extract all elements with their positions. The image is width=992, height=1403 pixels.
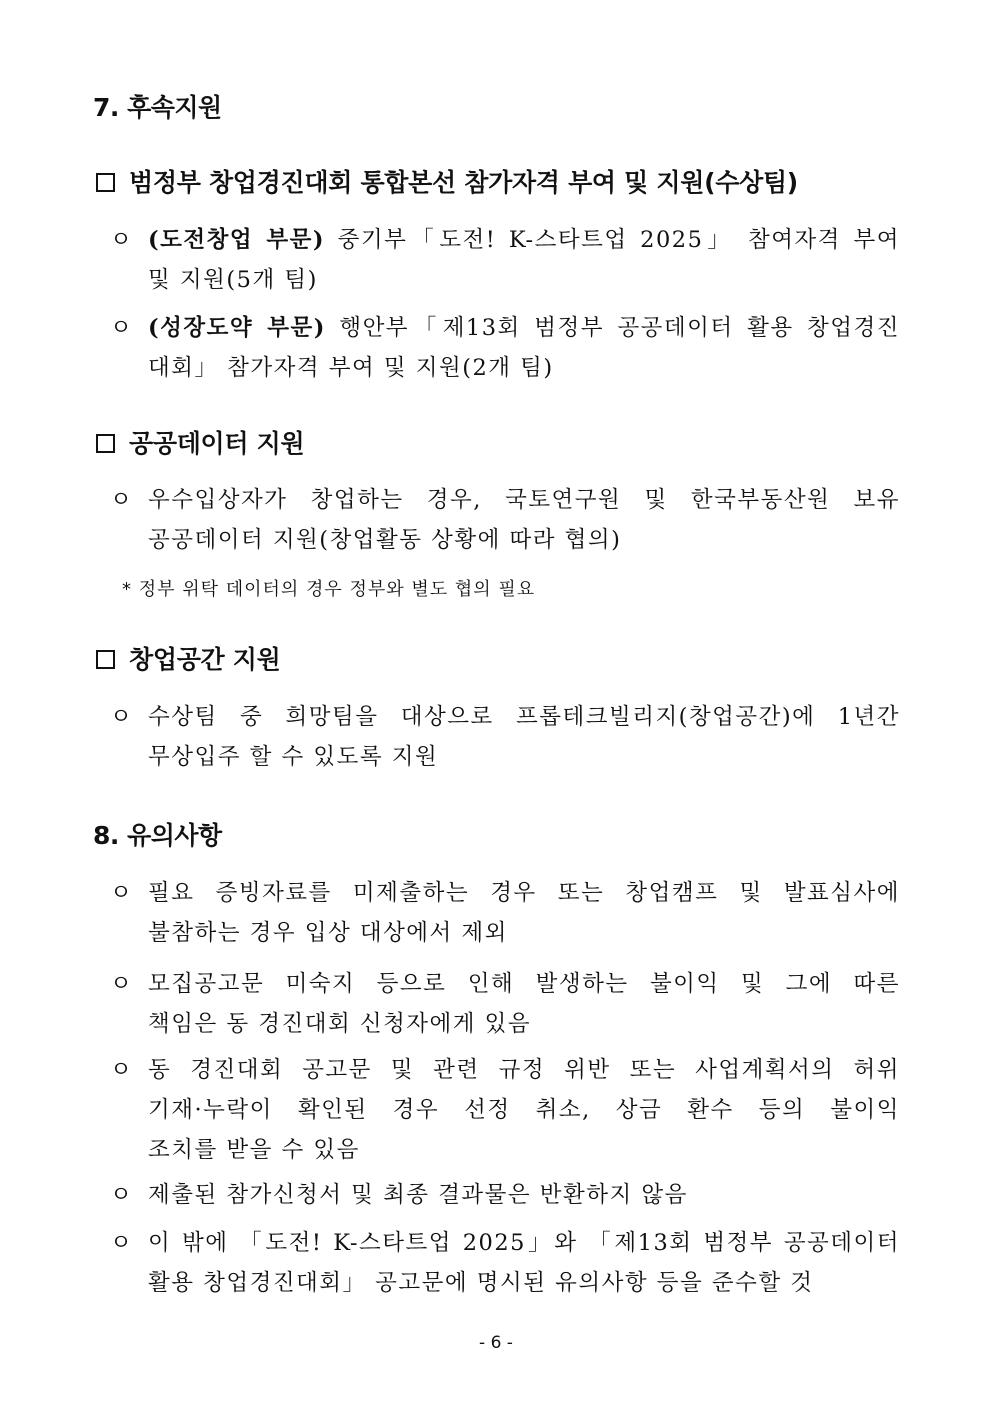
bullet-icon: ㅇ xyxy=(110,1230,134,1256)
list-item: ㅇ (성장도약 부문) 행안부「제13회 범정부 공공데이터 활용 창업경진 대회」 참가자격 부여 및 지원(2개 팀) xyxy=(110,308,900,388)
checkbox-square-icon xyxy=(96,173,115,192)
subsection-heading-public-data: 공공데이터 지원 xyxy=(96,424,304,460)
bullet-icon: ㅇ xyxy=(110,487,134,513)
list-item: ㅇ 동 경진대회 공고문 및 관련 규정 위반 또는 사업계획서의 허위 기재·누락이 확인된 경우 선정 취소, 상금 환수 등의 불이익 조치를 받을 수 있음 xyxy=(110,1050,900,1170)
subsection-heading-startup-space: 창업공간 지원 xyxy=(96,640,281,676)
list-item: ㅇ 제출된 참가신청서 및 최종 결과물은 반환하지 않음 xyxy=(110,1175,900,1215)
bullet-icon: ㅇ xyxy=(110,880,134,906)
bullet-icon: ㅇ xyxy=(110,227,134,253)
bullet-icon: ㅇ xyxy=(110,971,134,997)
list-item: ㅇ 모집공고문 미숙지 등으로 인해 발생하는 불이익 및 그에 따른 책임은 동 경진대회 신청자에게 있음 xyxy=(110,964,900,1044)
checkbox-square-icon xyxy=(96,434,115,453)
page-number: - 6 - xyxy=(479,1333,513,1353)
footnote: * 정부 위탁 데이터의 경우 정부와 별도 협의 필요 xyxy=(122,579,536,600)
section-7-heading: 7. 후속지원 xyxy=(93,93,222,122)
list-item: ㅇ (도전창업 부문) 중기부「도전! K-스타트업 2025」 참여자격 부여 및 지원(5개 팀) xyxy=(110,220,900,300)
bullet-icon: ㅇ xyxy=(110,1057,134,1083)
bullet-icon: ㅇ xyxy=(110,315,134,341)
list-item: ㅇ 우수입상자가 창업하는 경우, 국토연구원 및 한국부동산원 보유 공공데이터 지원(창업활동 상황에 따라 협의) xyxy=(110,480,900,560)
checkbox-square-icon xyxy=(96,650,115,669)
section-8-heading: 8. 유의사항 xyxy=(93,821,222,850)
list-item: ㅇ 이 밖에 「도전! K-스타트업 2025」와 「제13회 범정부 공공데이터 활용 창업경진대회」 공고문에 명시된 유의사항 등을 준수할 것 xyxy=(110,1223,900,1303)
bullet-icon: ㅇ xyxy=(110,1182,134,1208)
subsection-heading-award-support: 범정부 창업경진대회 통합본선 참가자격 부여 및 지원(수상팀) xyxy=(96,163,798,199)
list-item: ㅇ 필요 증빙자료를 미제출하는 경우 또는 창업캠프 및 발표심사에 불참하는 경우 입상 대상에서 제외 xyxy=(110,873,900,953)
list-item: ㅇ 수상팀 중 희망팀을 대상으로 프롭테크빌리지(창업공간)에 1년간 무상입주 할 수 있도록 지원 xyxy=(110,697,900,777)
bullet-icon: ㅇ xyxy=(110,704,134,730)
